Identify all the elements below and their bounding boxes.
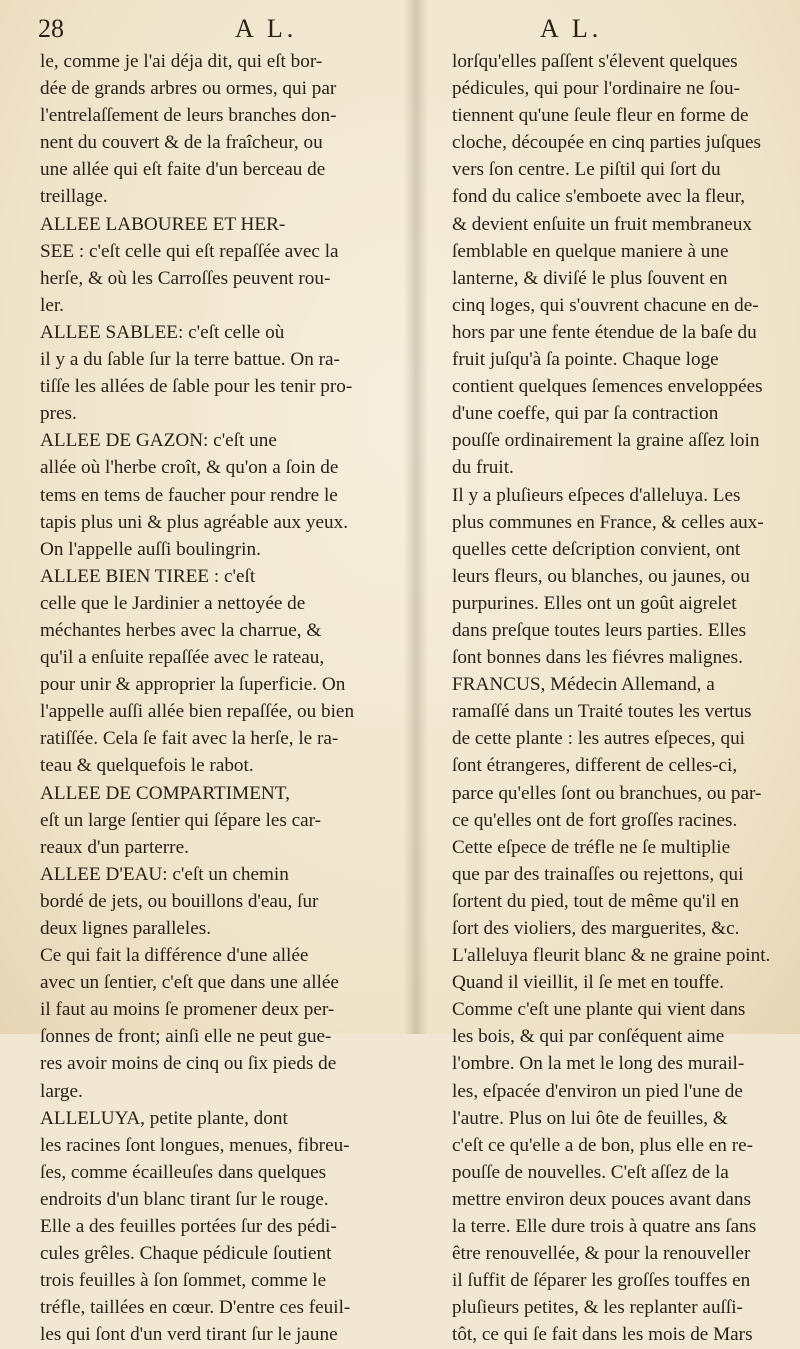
- text-line: vers ſon centre. Le piſtil qui ſort du: [452, 159, 721, 181]
- text-line: tréfle, taillées en cœur. D'entre ces feuil-: [40, 1297, 351, 1319]
- text-line: pluſieurs petites, & les replanter auſſi-: [452, 1297, 743, 1319]
- text-line: ſemblable en quelque maniere à une: [452, 240, 729, 262]
- text-line: tapis plus uni & plus agréable aux yeux.: [40, 511, 349, 533]
- right-text-column: [452, 48, 790, 1349]
- text-line: reaux d'un parterre.: [40, 836, 189, 858]
- text-line: On l'appelle auſſi boulingrin.: [40, 538, 261, 560]
- text-line: pouſſe de nouvelles. C'eſt aſſez de la: [452, 1161, 729, 1183]
- text-line: Ce qui fait la différence d'une allée: [40, 945, 309, 967]
- text-line: Quand il vieillit, il ſe met en touffe.: [452, 972, 724, 994]
- text-line: FRANCUS, Médecin Allemand, a: [452, 674, 715, 696]
- text-line: pouſſe ordinairement la graine aſſez loin: [452, 430, 760, 452]
- text-line: l'ombre. On la met le long des murail-: [452, 1053, 745, 1075]
- text-line: l'appelle auſſi allée bien repaſſée, ou bien: [40, 701, 355, 723]
- left-text-column: [40, 48, 378, 1349]
- text-line: du fruit.: [452, 457, 514, 479]
- text-line: ſont bonnes dans les fiévres malignes.: [452, 647, 743, 669]
- text-line: tiſſe les allées de ſable pour les tenir pro-: [40, 376, 353, 398]
- text-line: lanterne, & diviſé le plus ſouvent en: [452, 267, 728, 289]
- text-line: pres.: [40, 403, 77, 425]
- text-line: parce qu'elles ſont ou branchues, ou par-: [452, 782, 762, 804]
- text-line: les racines ſont longues, menues, fibreu-: [40, 1134, 350, 1156]
- text-line: Comme c'eſt une plante qui vient dans: [452, 999, 746, 1021]
- page-number: 28: [38, 14, 64, 43]
- text-line: ALLEE BIEN TIREE : c'eſt: [40, 565, 256, 587]
- text-line: deux lignes paralleles.: [40, 918, 212, 939]
- text-line: une allée qui eſt faite d'un berceau de: [40, 159, 326, 181]
- text-line: Il y a pluſieurs eſpeces d'alleluya. Les: [452, 484, 741, 506]
- text-line: le, comme je l'ai déja dit, qui eſt bor-: [40, 51, 323, 72]
- text-line: pédicules, qui pour l'ordinaire ne ſou-: [452, 78, 740, 100]
- text-line: mettre environ deux pouces avant dans: [452, 1188, 751, 1210]
- text-line: trois feuilles à ſon ſommet, comme le: [40, 1270, 327, 1292]
- text-line: méchantes herbes avec la charrue, &: [40, 619, 322, 641]
- text-line: avec un ſentier, c'eſt que dans une allée: [40, 972, 339, 994]
- text-line: il ſuffit de ſéparer les groſſes touffes en: [452, 1270, 751, 1292]
- text-line: que par des trainaſſes ou rejettons, qui: [452, 863, 744, 885]
- text-line: Elle a des feuilles portées ſur des pédi-: [40, 1216, 337, 1238]
- text-line: tôt, ce qui ſe fait dans les mois de Mars: [452, 1324, 753, 1346]
- text-line: Cette eſpece de tréfle ne ſe multiplie: [452, 836, 731, 858]
- text-line: res avoir moins de cinq ou ſix pieds de: [40, 1053, 337, 1075]
- text-line: être renouvellée, & pour la renouveller: [452, 1243, 751, 1265]
- text-line: fond du calice s'emboete avec la fleur,: [452, 186, 746, 208]
- text-line: dée de grands arbres ou ormes, qui par: [40, 78, 337, 100]
- text-line: l'autre. Plus on lui ôte de feuilles, &: [452, 1107, 728, 1129]
- text-line: cules grêles. Chaque pédicule ſoutient: [40, 1243, 332, 1265]
- page-gutter-shadow: [404, 0, 428, 1034]
- text-line: c'eſt ce qu'elle a de bon, plus elle en re-: [452, 1134, 753, 1156]
- text-line: il faut au moins ſe promener deux per-: [40, 999, 335, 1021]
- text-line: SEE : c'eſt celle qui eſt repaſſée avec la: [40, 240, 339, 262]
- text-line: ramaſſé dans un Traité toutes les vertus: [452, 701, 752, 723]
- text-line: cinq loges, qui s'ouvrent chacune en de-: [452, 294, 759, 316]
- text-line: L'alleluya fleurit blanc & ne graine point.: [452, 945, 771, 967]
- text-line: quelles cette deſcription convient, ont: [452, 538, 741, 560]
- text-line: ratiſſée. Cela ſe fait avec la herſe, le ra-: [40, 728, 339, 750]
- text-line: l'entrelaſſement de leurs branches don-: [40, 105, 337, 127]
- text-line: ALLEE LABOUREE ET HER-: [40, 213, 286, 235]
- text-line: ALLEE DE GAZON: c'eſt une: [40, 430, 277, 452]
- text-line: ALLEE DE COMPARTIMENT,: [40, 782, 290, 804]
- text-line: teau & quelquefois le rabot.: [40, 755, 254, 777]
- text-line: pour unir & approprier la ſuperficie. On: [40, 674, 346, 696]
- text-line: de cette plante : les autres eſpeces, qui: [452, 728, 746, 750]
- text-line: treillage.: [40, 186, 108, 208]
- text-line: allée où l'herbe croît, & qu'on a ſoin de: [40, 457, 339, 479]
- text-line: ſort des violiers, des marguerites, &c.: [452, 918, 740, 939]
- text-line: purpurines. Elles ont un goût aigrelet: [452, 592, 737, 614]
- text-line: lorſqu'elles paſſent s'élevent quelques: [452, 51, 738, 72]
- text-line: qu'il a enſuite repaſſée avec le rateau,: [40, 647, 325, 669]
- running-head-right: A L.: [540, 14, 603, 43]
- running-head-left: A L.: [235, 14, 298, 43]
- text-line: cloche, découpée en cinq parties juſques: [452, 132, 762, 154]
- text-line: ALLELUYA, petite plante, dont: [40, 1107, 288, 1129]
- text-line: nent du couvert & de la fraîcheur, ou: [40, 132, 323, 154]
- text-line: fruit juſqu'à ſa pointe. Chaque loge: [452, 349, 719, 371]
- text-line: contient quelques ſemences enveloppées: [452, 376, 763, 398]
- text-line: hors par une fente étendue de la baſe du: [452, 321, 757, 343]
- text-line: les, eſpacée d'environ un pied l'une de: [452, 1080, 743, 1102]
- text-line: d'une coeffe, qui par ſa contraction: [452, 403, 719, 425]
- text-line: il y a du ſable ſur la terre battue. On ra-: [40, 349, 340, 371]
- text-line: eſt un large ſentier qui ſépare les car-: [40, 809, 322, 831]
- text-line: herſe, & où les Carroſſes peuvent rou-: [40, 267, 331, 289]
- text-line: tems en tems de faucher pour rendre le: [40, 484, 338, 506]
- text-line: ce qu'elles ont de fort groſſes racines.: [452, 809, 738, 831]
- text-line: ALLEE SABLEE: c'eſt celle où: [40, 321, 285, 343]
- text-line: tiennent qu'une ſeule fleur en forme de: [452, 105, 749, 127]
- text-line: la terre. Elle dure trois à quatre ans ſans: [452, 1216, 757, 1238]
- text-line: leurs fleurs, ou blanches, ou jaunes, ou: [452, 565, 750, 587]
- text-line: & devient enſuite un fruit membraneux: [452, 213, 752, 235]
- text-line: endroits d'un blanc tirant ſur le rouge.: [40, 1188, 329, 1210]
- text-line: ſes, comme écailleuſes dans quelques: [40, 1161, 327, 1183]
- text-line: ler.: [40, 294, 64, 316]
- text-line: dans preſque toutes leurs parties. Elles: [452, 619, 747, 641]
- text-line: les qui ſont d'un verd tirant ſur le jaune: [40, 1324, 338, 1346]
- text-line: ALLEE D'EAU: c'eſt un chemin: [40, 863, 289, 885]
- text-line: bordé de jets, ou bouillons d'eau, ſur: [40, 890, 319, 912]
- text-line: plus communes en France, & celles aux-: [452, 511, 764, 533]
- text-line: les bois, & qui par conſéquent aime: [452, 1026, 725, 1048]
- text-line: ſortent du pied, tout de même qu'il en: [452, 890, 739, 912]
- text-line: celle que le Jardinier a nettoyée de: [40, 592, 306, 614]
- text-line: large.: [40, 1080, 83, 1102]
- text-line: ſonnes de front; ainſi elle ne peut gue-: [40, 1026, 332, 1048]
- text-line: ſont étrangeres, different de celles-ci,: [452, 755, 738, 777]
